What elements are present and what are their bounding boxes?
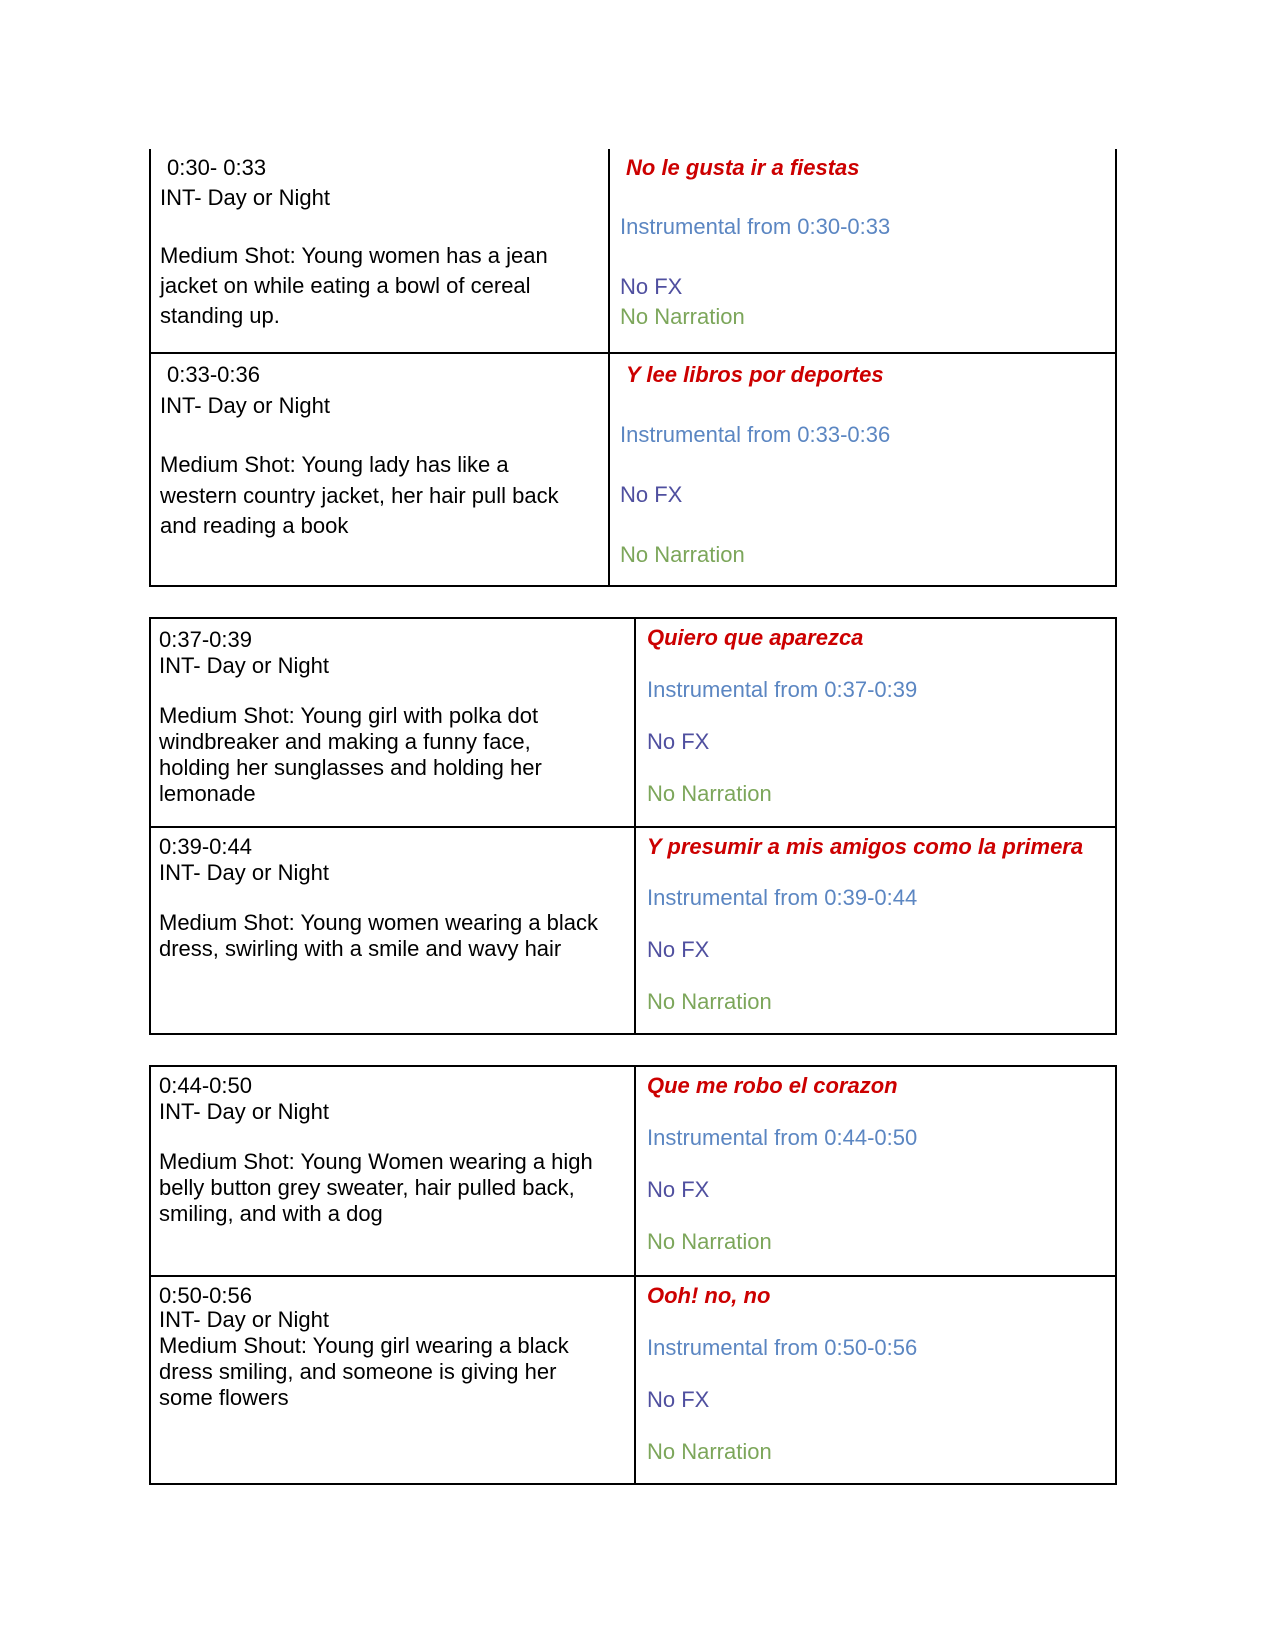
- scene-shot-line: standing up.: [160, 303, 280, 328]
- scene-shot-line: Medium Shot: Young lady has like a: [160, 452, 509, 477]
- fx-note: No FX: [620, 482, 683, 507]
- instrumental-note: Instrumental from 0:44-0:50: [647, 1125, 918, 1150]
- scene-time: 0:44-0:50: [159, 1073, 252, 1098]
- scene-shot-line: Medium Shout: Young girl wearing a black: [159, 1333, 569, 1358]
- lyric-line: Ooh! no, no: [647, 1283, 771, 1308]
- table-row: [151, 1275, 1115, 1483]
- scene-shot-line: jacket on while eating a bowl of cereal: [160, 273, 531, 298]
- instrumental-note: Instrumental from 0:39-0:44: [647, 885, 918, 910]
- scene-setting: INT- Day or Night: [160, 185, 330, 210]
- scene-shot-line: lemonade: [159, 781, 256, 806]
- fx-note: No FX: [647, 1177, 710, 1202]
- scene-setting: INT- Day or Night: [160, 393, 330, 418]
- fx-note: No FX: [647, 729, 710, 754]
- table-row: [149, 354, 1117, 587]
- column-divider: [608, 149, 610, 352]
- scene-shot-line: western country jacket, her hair pull back: [160, 483, 559, 508]
- lyric-line: Que me robo el corazon: [647, 1073, 898, 1098]
- scene-shot-line: windbreaker and making a funny face,: [159, 729, 531, 754]
- fx-note: No FX: [620, 274, 683, 299]
- storyboard-table-2: [149, 617, 1117, 1035]
- scene-shot-line: Medium Shot: Young Women wearing a high: [159, 1149, 593, 1174]
- scene-shot-line: and reading a book: [160, 513, 349, 538]
- scene-shot-line: dress smiling, and someone is giving her: [159, 1359, 557, 1384]
- column-divider: [634, 619, 636, 826]
- scene-time: 0:37-0:39: [159, 627, 252, 652]
- storyboard-table-3: [149, 1065, 1117, 1485]
- scene-shot-line: dress, swirling with a smile and wavy hair: [159, 936, 562, 961]
- narration-note: No Narration: [620, 304, 745, 329]
- lyric-line: Y lee libros por deportes: [626, 362, 884, 387]
- scene-shot-line: Medium Shot: Young women wearing a black: [159, 910, 599, 935]
- column-divider: [608, 354, 610, 585]
- scene-time: 0:50-0:56: [159, 1283, 252, 1308]
- lyric-line: Y presumir a mis amigos como la primera: [647, 834, 1084, 859]
- scene-setting: INT- Day or Night: [159, 653, 329, 678]
- scene-shot-line: holding her sunglasses and holding her: [159, 755, 542, 780]
- storyboard-table-1: [149, 149, 1117, 587]
- narration-note: No Narration: [647, 781, 772, 806]
- column-divider: [634, 828, 636, 1033]
- instrumental-note: Instrumental from 0:33-0:36: [620, 422, 891, 447]
- scene-setting: INT- Day or Night: [159, 1307, 329, 1332]
- instrumental-note: Instrumental from 0:37-0:39: [647, 677, 918, 702]
- narration-note: No Narration: [647, 989, 772, 1014]
- lyric-line: Quiero que aparezca: [647, 625, 864, 650]
- table-row: [151, 619, 1115, 826]
- scene-shot-line: belly button grey sweater, hair pulled back,: [159, 1175, 575, 1200]
- fx-note: No FX: [647, 1387, 710, 1412]
- table-row: [151, 826, 1115, 1033]
- scene-shot-line: Medium Shot: Young women has a jean: [160, 243, 548, 268]
- scene-time: 0:33-0:36: [167, 362, 260, 387]
- scene-time: 0:30- 0:33: [167, 155, 267, 180]
- column-divider: [634, 1067, 636, 1275]
- lyric-line: No le gusta ir a fiestas: [626, 155, 860, 180]
- table-row: [149, 149, 1117, 354]
- fx-note: No FX: [647, 937, 710, 962]
- scene-shot-line: Medium Shot: Young girl with polka dot: [159, 703, 539, 728]
- scene-shot-line: some flowers: [159, 1385, 289, 1410]
- narration-note: No Narration: [620, 542, 745, 567]
- scene-setting: INT- Day or Night: [159, 1099, 329, 1124]
- narration-note: No Narration: [647, 1439, 772, 1464]
- scene-setting: INT- Day or Night: [159, 860, 329, 885]
- instrumental-note: Instrumental from 0:30-0:33: [620, 214, 891, 239]
- scene-shot-line: smiling, and with a dog: [159, 1201, 383, 1226]
- scene-time: 0:39-0:44: [159, 834, 252, 859]
- instrumental-note: Instrumental from 0:50-0:56: [647, 1335, 918, 1360]
- table-row: [151, 1067, 1115, 1275]
- narration-note: No Narration: [647, 1229, 772, 1254]
- column-divider: [634, 1277, 636, 1483]
